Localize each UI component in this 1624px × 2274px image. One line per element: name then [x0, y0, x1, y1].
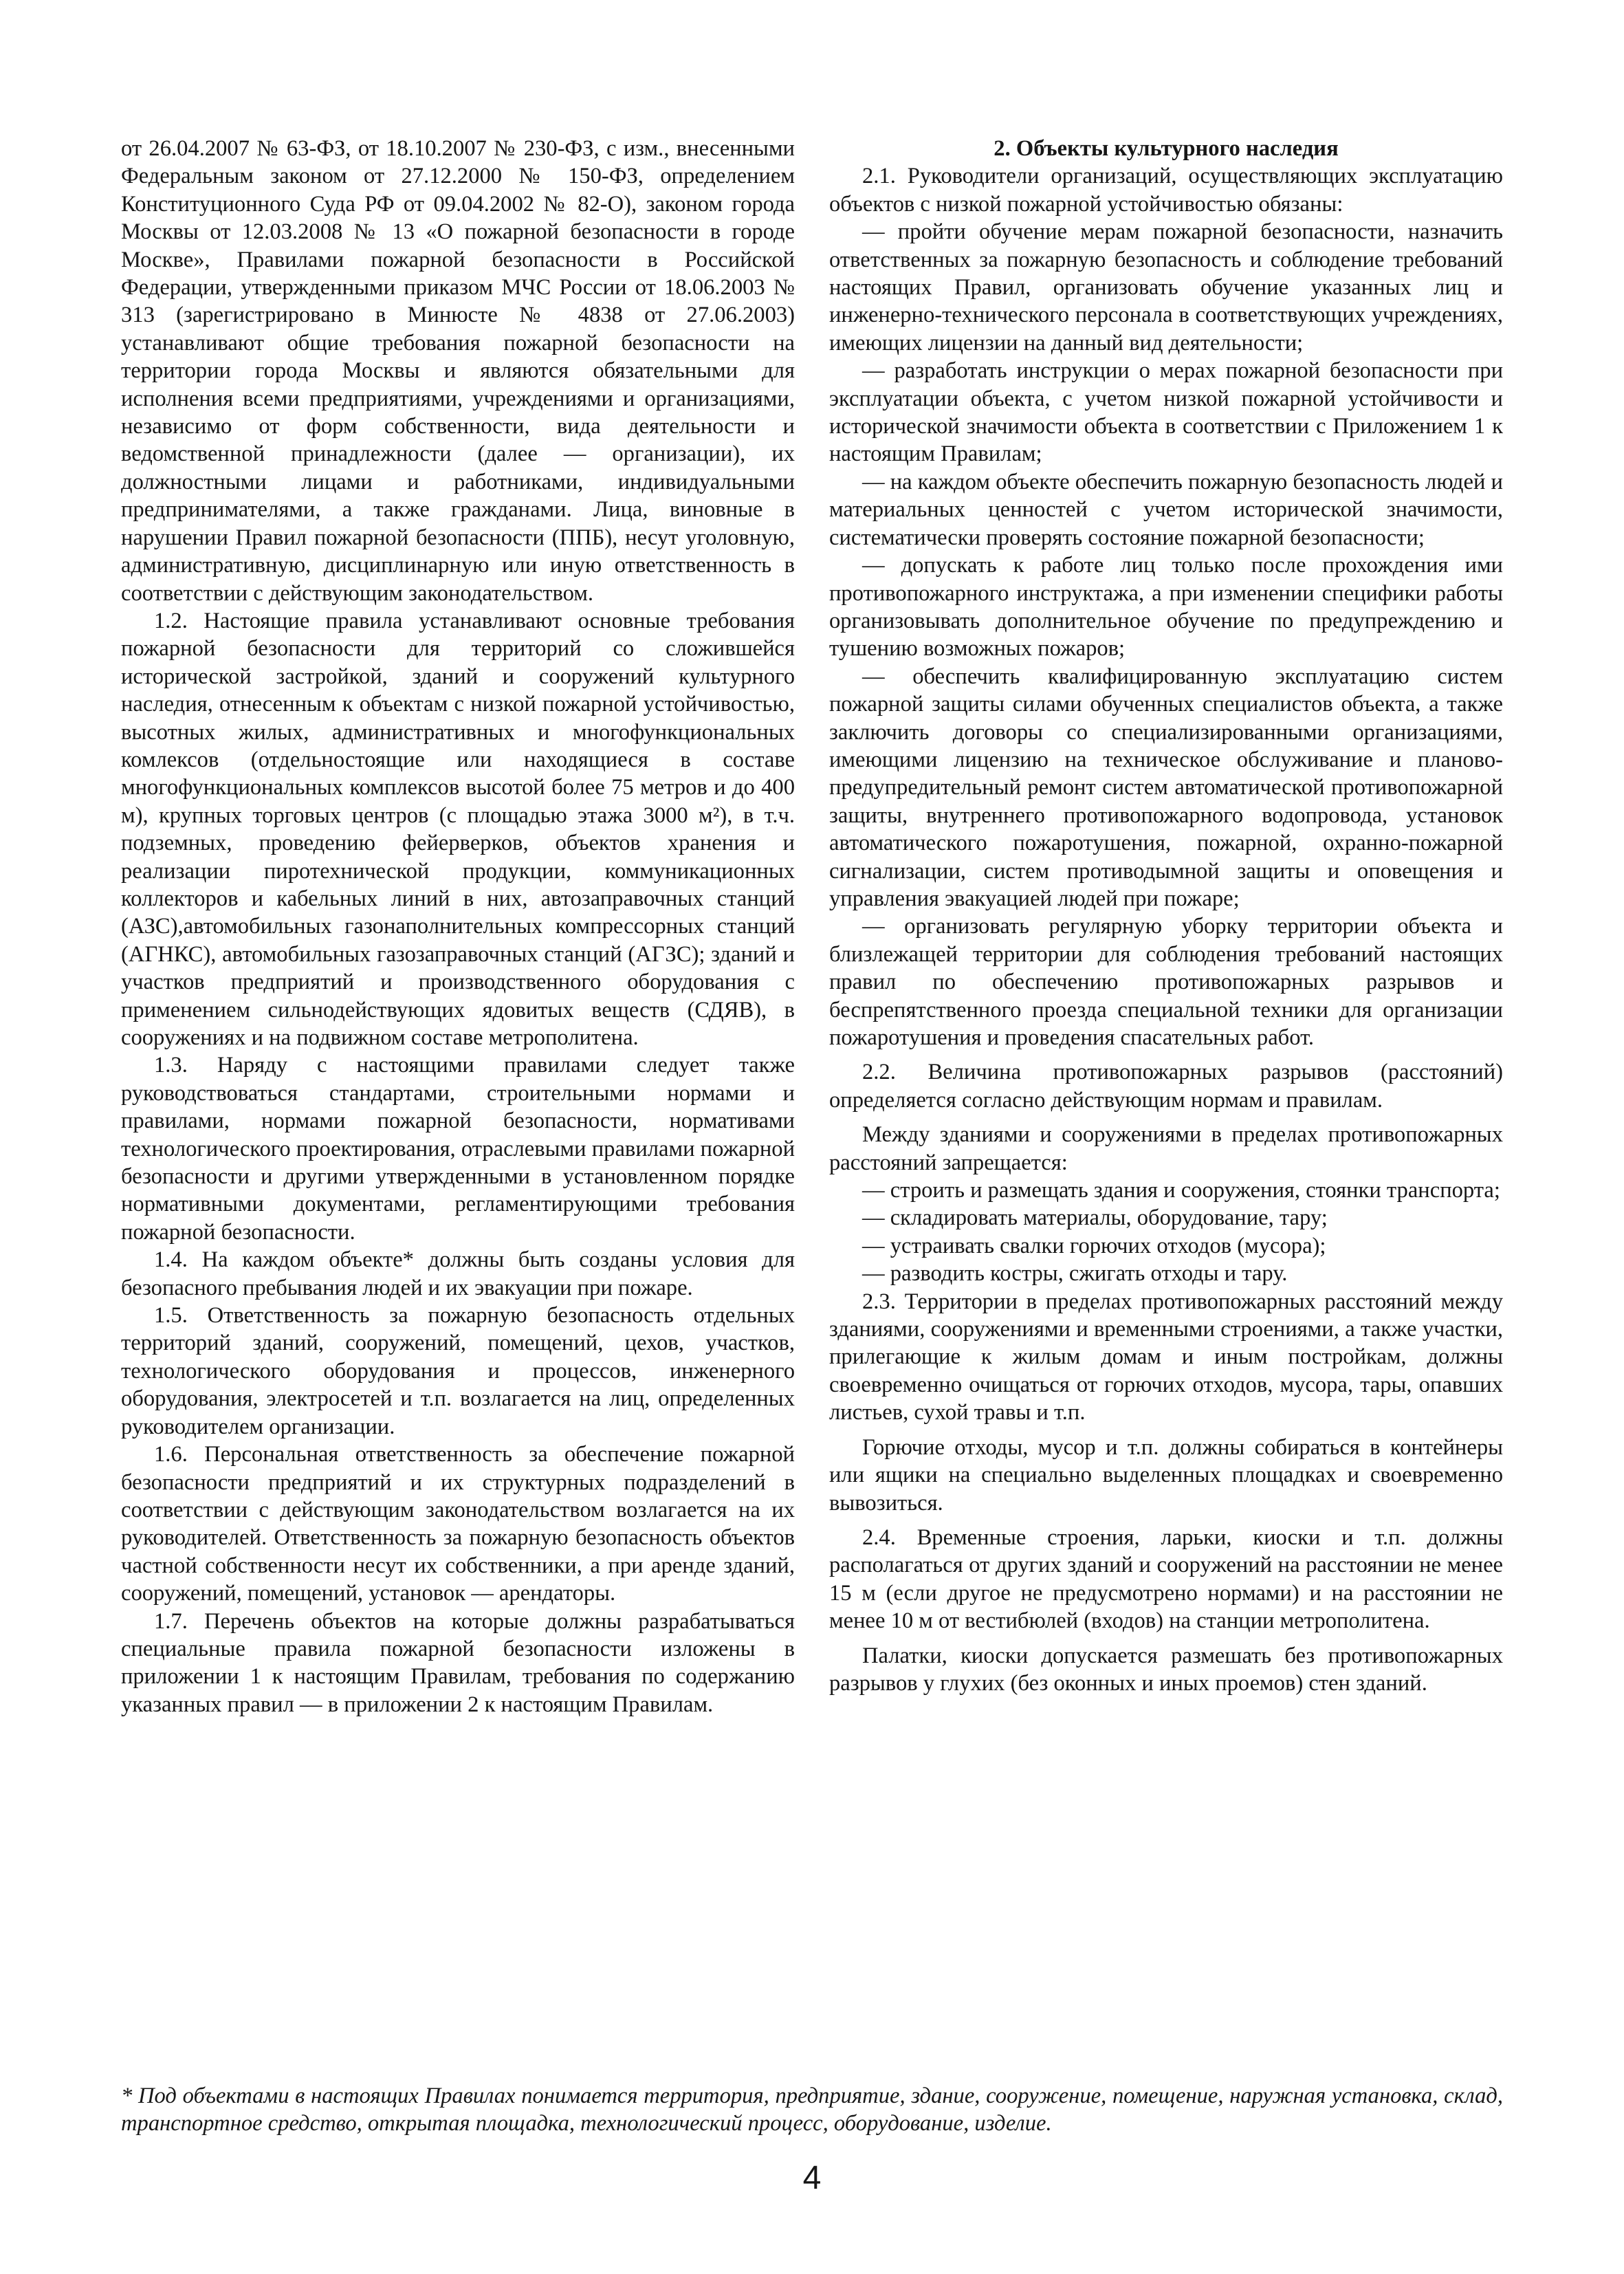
list-item: — организовать регулярную уборку территории объекта и близлежащей территории для соблюдения требований настоящих правил по обеспечению противопожарных разрывов и беспрепятственного проезда специальной техники для организации пожаротушения и проведения спасательных работ. [829, 914, 1503, 1050]
left-column [121, 135, 795, 1718]
paragraph-prohibitions: Между зданиями и сооружениями в пределах противопожарных расстояний запрещается: [829, 1122, 1503, 1175]
list-item: — на каждом объекте обеспечить пожарную безопасность людей и материальных ценностей с учетом исторической значимости, систематически проверять состояние пожарной безопасности; [829, 469, 1503, 550]
page-number: 4 [802, 2160, 822, 2196]
paragraph-waste: Горючие отходы, мусор и т.п. должны собираться в контейнеры или ящики на специально выделенных площадках и своевременно вывозиться. [829, 1434, 1503, 1516]
paragraph-kiosks: Палатки, киоски допускается размешать без противопожарных разрывов у глухих (без оконных и иных проемов) стен зданий. [829, 1643, 1503, 1696]
paragraph-2-2: 2.2. Величина противопожарных разрывов (расстояний) определяется согласно действующим нормам и правилам. [829, 1060, 1503, 1113]
list-item: — допускать к работе лиц только после прохождения ими противопожарного инструктажа, а при изменении специфики работы организовывать дополнительное обучение по предупреждению и тушению возможных пожаров; [829, 553, 1503, 662]
section-title: 2. Объекты культурного наследия [994, 136, 1339, 161]
right-column [829, 135, 1503, 1697]
paragraph-1-3: 1.3. Наряду с настоящими правилами следует также руководствоваться стандартами, строительными нормами и правилами, нормами пожарной безопасности, нормативами технологического проектирования, отраслевыми правилами пожарной безопасности и другими утвержденными в установленном порядке нормативными документами, регламентирующими требования пожарной безопасности. [121, 1053, 795, 1245]
list-item: — пройти обучение мерам пожарной безопасности, назначить ответственных за пожарную безопасность и соблюдение требований настоящих Правил, организовать обучение указанных лиц и инженерно-технического персонала в соответствующих учреждениях, имеющих лицензии на данный вид деятельности; [829, 219, 1503, 356]
paragraph-2-4: 2.4. Временные строения, ларьки, киоски и т.п. должны располагаться от других зданий и сооружений на расстоянии не менее 15 м (если другое не предусмотрено нормами) и на расстоянии не менее 10 м от вестибюлей (входов) на станции метрополитена. [829, 1524, 1503, 1634]
paragraph-1-7: 1.7. Перечень объектов на которые должны разрабатываться специальные правила пожарной безопасности изложены в приложении 1 к настоящим Правилам, требования по содержанию указанных правил — в приложении 2 к настоящим Правилам. [121, 1608, 795, 1717]
paragraph-1-6: 1.6. Персональная ответственность за обеспечение пожарной безопасности предприятий и их структурных подразделений в соответствии с действующим законодательством возлагается на их руководителей. Ответственность за пожарную безопасность объектов частной собственности несут их собственники, а при аренде зданий, сооружений, помещений, установок — арендаторы. [121, 1442, 795, 1606]
footnote: * Под объектами в настоящих Правилах понимается территория, предприятие, здание, сооружение, помещение, наружная установка, склад, транспортное средство, открытая площадка, технологический процесс, оборудование, изделие. [121, 2084, 1503, 2136]
paragraph-continuation: от 26.04.2007 № 63-ФЗ, от 18.10.2007 № 230-ФЗ, с изм., внесенными Федеральным законом от 27.12.2000 № 150-ФЗ, определением Конституционного Суда РФ от 09.04.2002 № 82-О), законом города Москвы от 12.03.2008 № 13 «О пожарной безопасности в городе Москве», Правилами пожарной безопасности в Российской Федерации, утвержденными приказом МЧС России от 18.06.2003 № 313 (зарегистрировано в Минюсте № 4838 от 27.06.2003) устанавливают общие требования пожарной безопасности на территории города Москвы и являются обязательными для исполнения всеми предприятиями, учреждениями и организациями, независимо от форм собственности, вида деятельности и ведомственной принадлежности (далее — организации), их должностными лицами и работниками, индивидуальными предпринимателями, а также гражданами. Лица, виновные в нарушении Правил пожарной безопасности (ППБ), несут уголовную, административную, дисциплинарную или иную ответственность в соответствии с действующим законодательством. [121, 136, 795, 606]
paragraph-2-3: 2.3. Территории в пределах противопожарных расстояний между зданиями, сооружениями и временными строениями, а также участки, прилегающие к жилым домам и иным постройкам, должны своевременно очищаться от горючих отходов, мусора, тары, опавших листьев, сухой травы и т.п. [829, 1289, 1503, 1425]
list-item: — обеспечить квалифицированную эксплуатацию систем пожарной защиты силами обученных специалистов объекта, а также заключить договоры со специализированными организациями, имеющими лицензию на техническое обслуживание и планово-предупредительный ремонт систем автоматической противопожарной защиты, внутреннего противопожарного водопровода, установок автоматического пожаротушения, пожарной, охранно-пожарной сигнализации, систем противодымной защиты и оповещения и управления эвакуацией людей при пожаре; [829, 664, 1503, 911]
list-item: — разработать инструкции о мерах пожарной безопасности при эксплуатации объекта, с учетом низкой пожарной устойчивости и исторической значимости объекта в соответствии с Приложением 1 к настоящим Правилам; [829, 358, 1503, 467]
paragraph-1-5: 1.5. Ответственность за пожарную безопасность отдельных территорий зданий, сооружений, помещений, цехов, участков, технологического оборудования и процессов, инженерного оборудования, электросетей и т.п. возлагается на лиц, определенных руководителем организации. [121, 1303, 795, 1439]
list-item: — разводить костры, сжигать отходы и тару. [862, 1261, 1288, 1287]
paragraph-2-1: 2.1. Руководители организаций, осуществляющих эксплуатацию объектов с низкой пожарной устойчивостью обязаны: [829, 164, 1503, 217]
paragraph-1-4: 1.4. На каждом объекте* должны быть созданы условия для безопасного пребывания людей и их эвакуации при пожаре. [121, 1247, 795, 1300]
paragraph-1-2: 1.2. Настоящие правила устанавливают основные требования пожарной безопасности для территорий со сложившейся исторической застройкой, зданий и сооружений культурного наследия, отнесенным к объектам с низкой пожарной устойчивостью, высотных жилых, административных и многофункциональных комлексов (отдельностоящие или находящиеся в составе многофункциональных комплексов высотой более 75 метров и до 400 м), крупных торговых центров (с площадью этажа 3000 м²), в т.ч. подземных, проведению фейерверков, объектов хранения и реализации пиротехнической продукции, коммуникационных коллекторов и кабельных линий в них, автозаправочных станций (АЗС),автомобильных газонаполнительных компрессорных станций (АГНКС), автомобильных газозаправочных станций (АГЗС); зданий и участков предприятий и производственного оборудования с применением сильнодействующих ядовитых веществ (СДЯВ), в сооружениях и на подвижном составе метрополитена. [121, 608, 795, 1050]
list-item: — складировать материалы, оборудование, тару; [862, 1205, 1328, 1231]
list-item: — строить и размещать здания и сооружения, стоянки транспорта; [862, 1178, 1500, 1203]
list-item: — устраивать свалки горючих отходов (мусора); [862, 1233, 1326, 1258]
